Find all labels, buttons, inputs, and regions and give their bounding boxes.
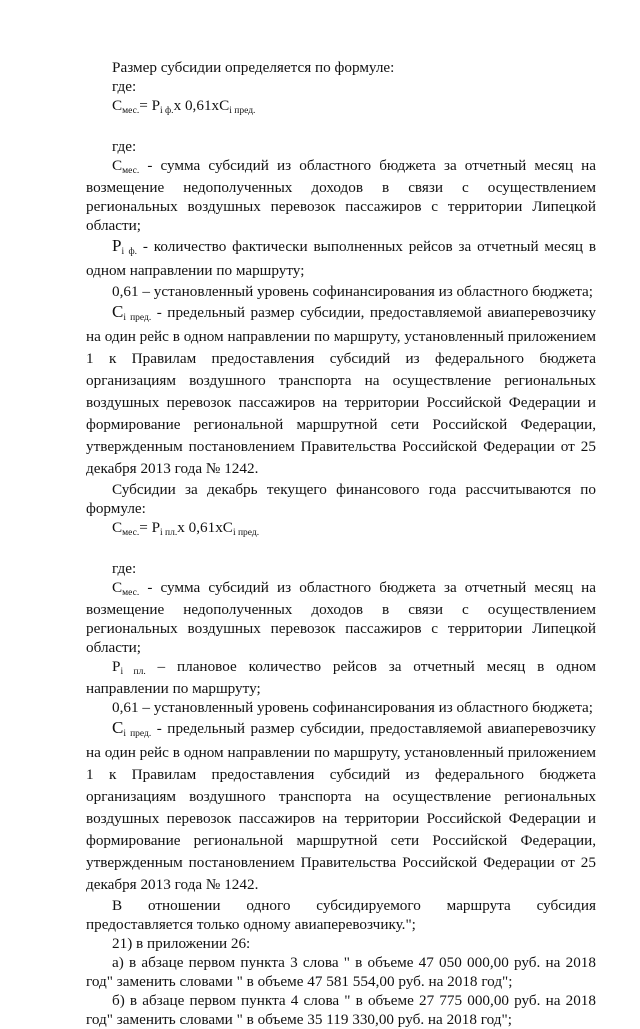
- formula-monthly: [86, 96, 596, 118]
- formula-p-sub: i ф.: [160, 106, 174, 116]
- document-page: [86, 58, 596, 1029]
- def-coefficient: 0,61 – установленный уровень софинансирования из областного бюджета;: [112, 283, 593, 300]
- formula-c-sub: мес.: [122, 106, 140, 116]
- item-21: 21) в приложении 26:: [112, 935, 251, 952]
- formula-eq: = Р: [139, 97, 161, 114]
- where-label-3: где:: [112, 560, 137, 577]
- december-intro: Субсидии за декабрь текущего финансового года рассчитываются по формуле:: [86, 481, 596, 517]
- def-ci-limit: Сi пред. - предельный размер субсидии, предоставляемой авиаперевозчику на один рейс в одном направлении по маршруту, установленный приложением 1 к Правилам предоставления субсидий из федерального бюджета организациям воздушного транспорта на осуществление региональных воздушных перевозок пассажиров на территории Российской Федерации и формирование региональной маршрутной сети Российской Федерации, утвержденным постановлением Правительства Российской Федерации от 25 декабря 2013 года № 1242.: [86, 302, 596, 477]
- where-label: где:: [112, 78, 137, 95]
- item-b: б) в абзаце первом пункта 4 слова " в объеме 27 775 000,00 руб. на 2018 год" заменить словами " в объеме 35 119 330,00 руб. на 2018 год";: [86, 992, 596, 1028]
- formula-december: Смес.= Рi пл.х 0,61хСi пред.: [112, 519, 260, 538]
- def-p-planned: Рi пл. – плановое количество рейсов за отчетный месяц в одном направлении по маршруту;: [86, 658, 597, 697]
- def-c-monthly: Смес. - сумма субсидий из областного бюджета за отчетный месяц на возмещение недополученных доходов в связи с осуществлением региональных воздушных перевозок пассажиров с территории Липецкой области;: [86, 157, 596, 234]
- formula-mid: х 0,61хС: [173, 97, 230, 114]
- formula-intro: Размер субсидии определяется по формуле:: [112, 59, 395, 76]
- def-coefficient-2: 0,61 – установленный уровень софинансирования из областного бюджета;: [112, 699, 593, 716]
- def-p-actual: Рi ф. - количество фактически выполненных рейсов за отчетный месяц в одном направлении по маршруту;: [86, 236, 597, 279]
- formula-end-sub: i пред.: [229, 106, 256, 116]
- where-label-2: где:: [112, 138, 137, 155]
- def-ci-limit-2: Сi пред. - предельный размер субсидии, предоставляемой авиаперевозчику на один рейс в одном направлении по маршруту, установленный приложением 1 к Правилам предоставления субсидий из федерального бюджета организациям воздушного транспорта на осуществление региональных воздушных перевозок пассажиров на территории Российской Федерации и формирование региональной маршрутной сети Российской Федерации, утвержденным постановлением Правительства Российской Федерации от 25 декабря 2013 года № 1242.: [86, 718, 596, 893]
- formula-c: С: [112, 97, 123, 114]
- one-carrier-clause: В отношении одного субсидируемого маршрута субсидия предоставляется только одному авиаперевозчику.";: [86, 897, 596, 933]
- item-a: а) в абзаце первом пункта 3 слова " в объеме 47 050 000,00 руб. на 2018 год" заменить словами " в объеме 47 581 554,00 руб. на 2018 год";: [86, 954, 596, 990]
- def-c-monthly-2: Смес. - сумма субсидий из областного бюджета за отчетный месяц на возмещение недополученных доходов в связи с осуществлением региональных воздушных перевозок пассажиров с территории Липецкой области;: [86, 579, 596, 656]
